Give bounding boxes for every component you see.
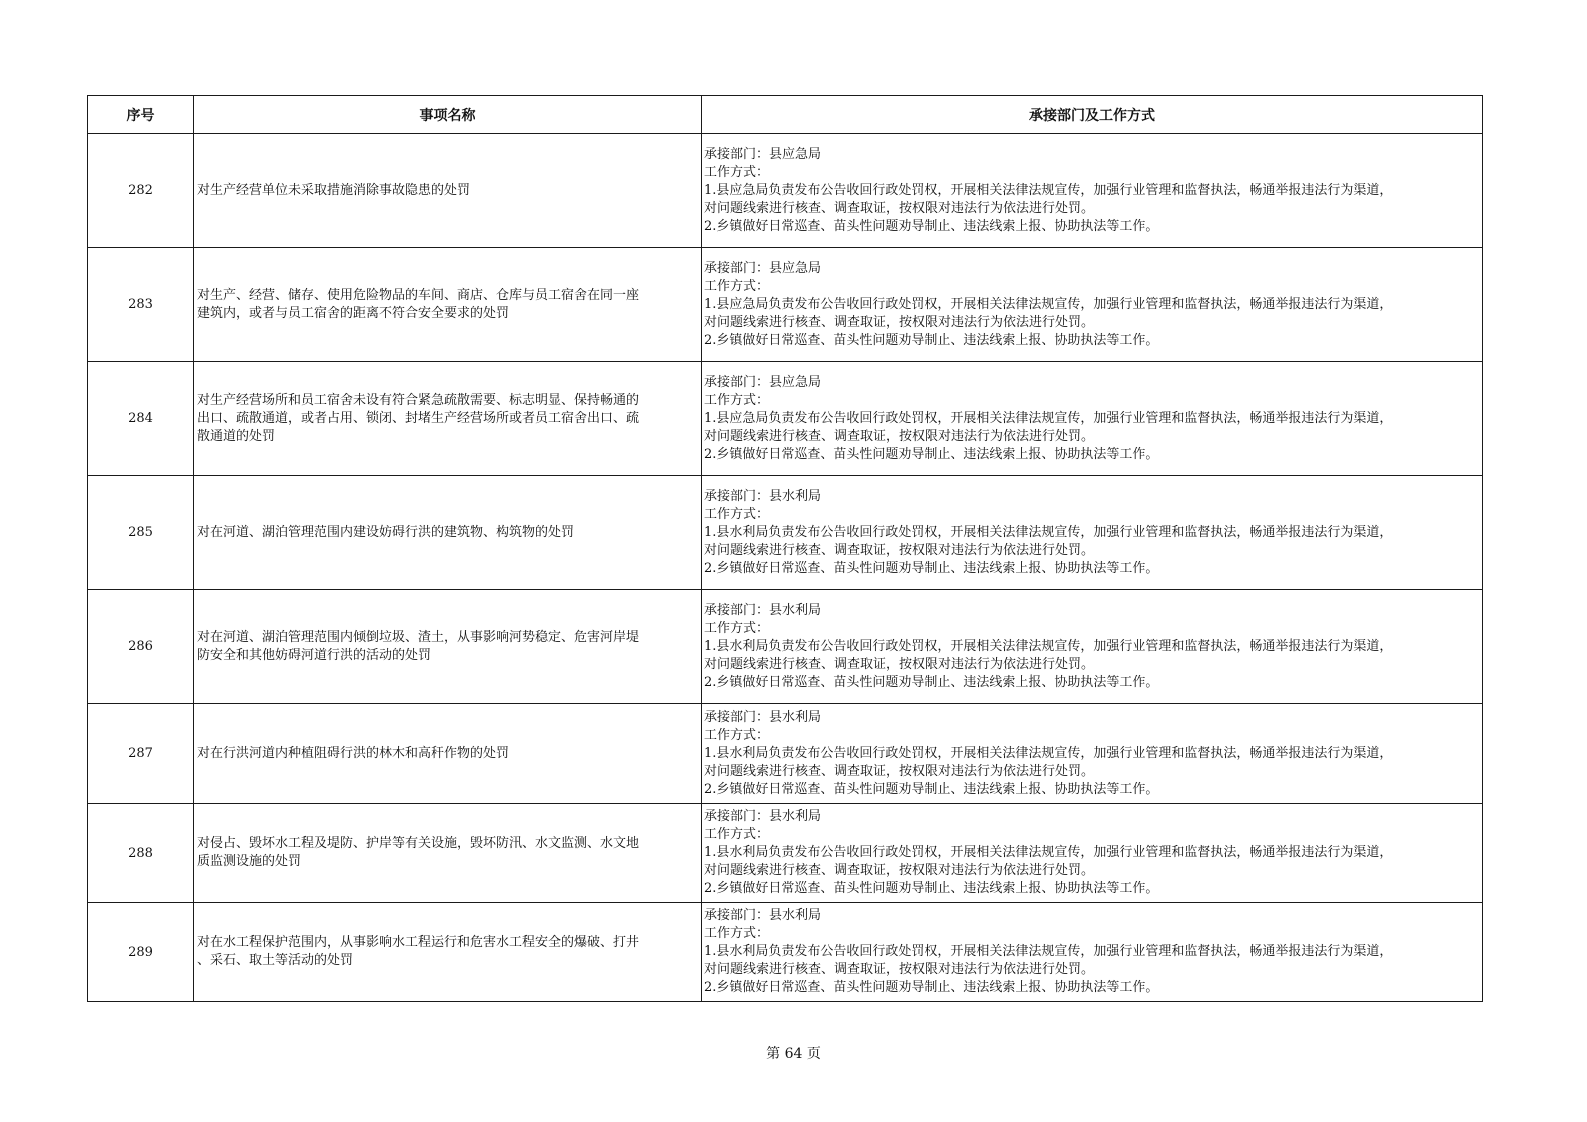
items-table	[87, 95, 1483, 1002]
department-method-line: 工作方式：	[704, 727, 770, 743]
row-item-name	[194, 476, 702, 590]
row-item-name	[194, 362, 702, 476]
department-method-line: 工作方式：	[704, 164, 770, 180]
row-department-method	[702, 590, 1483, 704]
department-method-line: 2.乡镇做好日常巡查、苗头性问题劝导制止、违法线索上报、协助执法等工作。	[704, 560, 1159, 576]
department-method-line: 2.乡镇做好日常巡查、苗头性问题劝导制止、违法线索上报、协助执法等工作。	[704, 446, 1159, 462]
item-name-line: 散通道的处罚	[197, 428, 276, 444]
row-item-name	[194, 248, 702, 362]
department-method-line: 承接部门：县水利局	[704, 908, 822, 923]
department-method-line: 对问题线索进行核查、调查取证，按权限对违法行为依法进行处罚。	[704, 763, 1095, 779]
department-method-line: 对问题线索进行核查、调查取证，按权限对违法行为依法进行处罚。	[704, 428, 1095, 444]
department-method-line: 2.乡镇做好日常巡查、苗头性问题劝导制止、违法线索上报、协助执法等工作。	[704, 332, 1159, 348]
table-row	[88, 134, 1483, 248]
department-method-line: 2.乡镇做好日常巡查、苗头性问题劝导制止、违法线索上报、协助执法等工作。	[704, 881, 1159, 896]
row-department-method	[702, 476, 1483, 590]
department-method-line: 工作方式：	[704, 278, 770, 294]
row-department-method	[702, 362, 1483, 476]
department-method-line: 工作方式：	[704, 827, 770, 842]
department-method-line: 1.县水利局负责发布公告收回行政处罚权，开展相关法律法规宣传，加强行业管理和监督执法，畅通举报违法行为渠道，	[704, 944, 1393, 959]
row-department-method	[702, 903, 1483, 1002]
department-method-line: 2.乡镇做好日常巡查、苗头性问题劝导制止、违法线索上报、协助执法等工作。	[704, 781, 1159, 797]
department-method-line: 承接部门：县水利局	[704, 709, 822, 725]
table-header-row	[88, 96, 1483, 134]
department-method-line: 对问题线索进行核查、调查取证，按权限对违法行为依法进行处罚。	[704, 962, 1095, 977]
row-item-name	[194, 590, 702, 704]
department-method-line: 2.乡镇做好日常巡查、苗头性问题劝导制止、违法线索上报、协助执法等工作。	[704, 218, 1159, 234]
table-row	[88, 248, 1483, 362]
row-department-method	[702, 134, 1483, 248]
department-method-line: 工作方式：	[704, 506, 770, 522]
item-name-line: 防安全和其他妨碍河道行洪的活动的处罚	[197, 647, 432, 663]
row-serial-number: 285	[88, 476, 194, 590]
row-serial-number: 287	[88, 704, 194, 804]
header-department-method: 承接部门及工作方式	[702, 96, 1483, 134]
department-method-line: 承接部门：县应急局	[704, 374, 822, 390]
department-method-line: 1.县水利局负责发布公告收回行政处罚权，开展相关法律法规宣传，加强行业管理和监督执法，畅通举报违法行为渠道，	[704, 845, 1393, 860]
department-method-line: 工作方式：	[704, 392, 770, 408]
department-method-line: 2.乡镇做好日常巡查、苗头性问题劝导制止、违法线索上报、协助执法等工作。	[704, 674, 1159, 690]
row-item-name	[194, 134, 702, 248]
item-name-line: 对侵占、毁坏水工程及堤防、护岸等有关设施，毁坏防汛、水文监测、水文地	[197, 836, 640, 851]
page-number: 第 64 页	[766, 1046, 821, 1062]
row-serial-number: 288	[88, 804, 194, 903]
row-serial-number: 289	[88, 903, 194, 1002]
department-method-line: 承接部门：县应急局	[704, 260, 822, 276]
table-row	[88, 804, 1483, 903]
row-department-method	[702, 704, 1483, 804]
row-department-method	[702, 248, 1483, 362]
department-method-line: 承接部门：县水利局	[704, 488, 822, 504]
header-item-name: 事项名称	[194, 96, 702, 134]
item-name-line: 、采石、取土等活动的处罚	[197, 953, 354, 968]
department-method-line: 1.县水利局负责发布公告收回行政处罚权，开展相关法律法规宣传，加强行业管理和监督执法，畅通举报违法行为渠道，	[704, 524, 1393, 540]
department-method-line: 对问题线索进行核查、调查取证，按权限对违法行为依法进行处罚。	[704, 863, 1095, 878]
item-name-line: 对生产经营场所和员工宿舍未设有符合紧急疏散需要、标志明显、保持畅通的	[197, 392, 640, 408]
row-serial-number: 283	[88, 248, 194, 362]
department-method-line: 1.县应急局负责发布公告收回行政处罚权，开展相关法律法规宣传，加强行业管理和监督执法，畅通举报违法行为渠道，	[704, 296, 1393, 312]
item-name-line: 对生产、经营、储存、使用危险物品的车间、商店、仓库与员工宿舍在同一座	[197, 287, 640, 303]
department-method-line: 2.乡镇做好日常巡查、苗头性问题劝导制止、违法线索上报、协助执法等工作。	[704, 980, 1159, 995]
item-name-line: 建筑内，或者与员工宿舍的距离不符合安全要求的处罚	[197, 305, 510, 321]
table-row	[88, 704, 1483, 804]
department-method-line: 对问题线索进行核查、调查取证，按权限对违法行为依法进行处罚。	[704, 542, 1095, 558]
item-name-line: 对在行洪河道内种植阻碍行洪的林木和高秆作物的处罚	[197, 745, 510, 761]
department-method-line: 对问题线索进行核查、调查取证，按权限对违法行为依法进行处罚。	[704, 314, 1095, 330]
table-row	[88, 590, 1483, 704]
table-body	[88, 134, 1483, 1002]
row-item-name	[194, 804, 702, 903]
department-method-line: 对问题线索进行核查、调查取证，按权限对违法行为依法进行处罚。	[704, 656, 1095, 672]
row-serial-number: 286	[88, 590, 194, 704]
item-name-line: 出口、疏散通道，或者占用、锁闭、封堵生产经营场所或者员工宿舍出口、疏	[197, 410, 640, 426]
department-method-line: 1.县应急局负责发布公告收回行政处罚权，开展相关法律法规宣传，加强行业管理和监督执法，畅通举报违法行为渠道，	[704, 182, 1393, 198]
department-method-line: 1.县水利局负责发布公告收回行政处罚权，开展相关法律法规宣传，加强行业管理和监督执法，畅通举报违法行为渠道，	[704, 638, 1393, 654]
table-row	[88, 476, 1483, 590]
row-item-name	[194, 704, 702, 804]
department-method-line: 对问题线索进行核查、调查取证，按权限对违法行为依法进行处罚。	[704, 200, 1095, 216]
item-name-line: 对在河道、湖泊管理范围内建设妨碍行洪的建筑物、构筑物的处罚	[197, 524, 575, 540]
department-method-line: 承接部门：县应急局	[704, 146, 822, 162]
table-row	[88, 362, 1483, 476]
row-department-method	[702, 804, 1483, 903]
item-name-line: 对在水工程保护范围内，从事影响水工程运行和危害水工程安全的爆破、打井	[197, 935, 640, 950]
department-method-line: 1.县水利局负责发布公告收回行政处罚权，开展相关法律法规宣传，加强行业管理和监督执法，畅通举报违法行为渠道，	[704, 745, 1393, 761]
item-name-line: 对生产经营单位未采取措施消除事故隐患的处罚	[197, 182, 471, 198]
item-name-line: 质监测设施的处罚	[197, 854, 302, 869]
department-method-line: 工作方式：	[704, 926, 770, 941]
department-method-line: 承接部门：县水利局	[704, 602, 822, 618]
department-method-line: 1.县应急局负责发布公告收回行政处罚权，开展相关法律法规宣传，加强行业管理和监督执法，畅通举报违法行为渠道，	[704, 410, 1393, 426]
table-row	[88, 903, 1483, 1002]
department-method-line: 工作方式：	[704, 620, 770, 636]
row-serial-number: 284	[88, 362, 194, 476]
item-name-line: 对在河道、湖泊管理范围内倾倒垃圾、渣土，从事影响河势稳定、危害河岸堤	[197, 629, 640, 645]
header-serial-number: 序号	[88, 96, 194, 134]
row-serial-number: 282	[88, 134, 194, 248]
row-item-name	[194, 903, 702, 1002]
department-method-line: 承接部门：县水利局	[704, 809, 822, 824]
